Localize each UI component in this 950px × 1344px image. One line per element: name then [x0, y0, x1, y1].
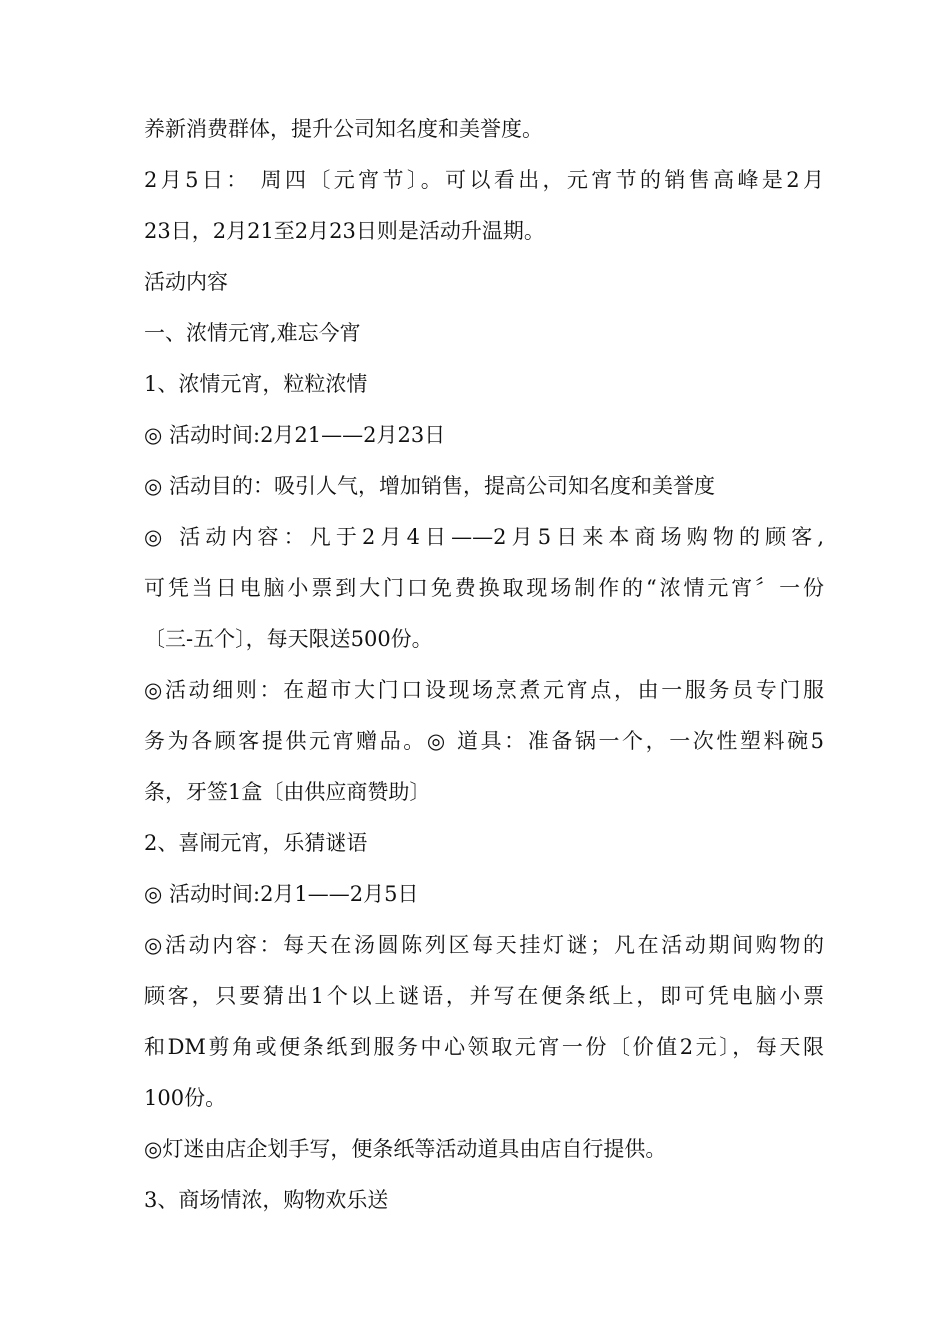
- section-heading: 活动内容: [144, 270, 228, 294]
- subsection-heading: 2、喜闹元宵，乐猜谜语: [144, 831, 368, 855]
- text-line: 可凭当日电脑小票到大门口免费换取现场制作的“浓情元宵〞一份: [144, 576, 824, 600]
- text-line: ◎ 活动内容：凡于2月4日——2月5日来本商场购物的顾客,: [144, 525, 824, 549]
- text-line: 和DM剪角或便条纸到服务中心领取元宵一份〔价值2元〕，每天限: [144, 1035, 824, 1059]
- text-line: 顾客，只要猜出1个以上谜语，并写在便条纸上，即可凭电脑小票: [144, 984, 824, 1008]
- text-line: 100份。: [144, 1086, 227, 1110]
- text-line: ◎活动内容：每天在汤圆陈列区每天挂灯谜；凡在活动期间购物的: [144, 933, 824, 957]
- subsection-heading: 3、商场情浓，购物欢乐送: [144, 1188, 389, 1212]
- text-line: 〔三-五个〕，每天限送500份。: [144, 627, 433, 651]
- text-line: 2月5日： 周四〔元宵节〕。可以看出，元宵节的销售高峰是2月: [144, 168, 824, 192]
- text-line: ◎灯迷由店企划手写，便条纸等活动道具由店自行提供。: [144, 1137, 667, 1161]
- text-line: ◎ 活动目的：吸引人气，增加销售，提高公司知名度和美誉度: [144, 474, 715, 498]
- text-line: ◎ 活动时间:2月1——2月5日: [144, 882, 419, 906]
- text-line: ◎ 活动时间:2月21——2月23日: [144, 423, 446, 447]
- section-heading: 一、浓情元宵,难忘今宵: [144, 321, 361, 345]
- text-line: 养新消费群体，提升公司知名度和美誉度。: [144, 117, 543, 141]
- text-line: 条，牙签1盒〔由供应商赞助〕: [144, 780, 431, 804]
- subsection-heading: 1、浓情元宵，粒粒浓情: [144, 372, 368, 396]
- text-line: ◎活动细则：在超市大门口设现场烹煮元宵点，由一服务员专门服: [144, 678, 824, 702]
- text-line: 务为各顾客提供元宵赠品。◎ 道具：准备锅一个，一次性塑料碗5: [144, 729, 824, 753]
- text-line: 23日，2月21至2月23日则是活动升温期。: [144, 219, 545, 243]
